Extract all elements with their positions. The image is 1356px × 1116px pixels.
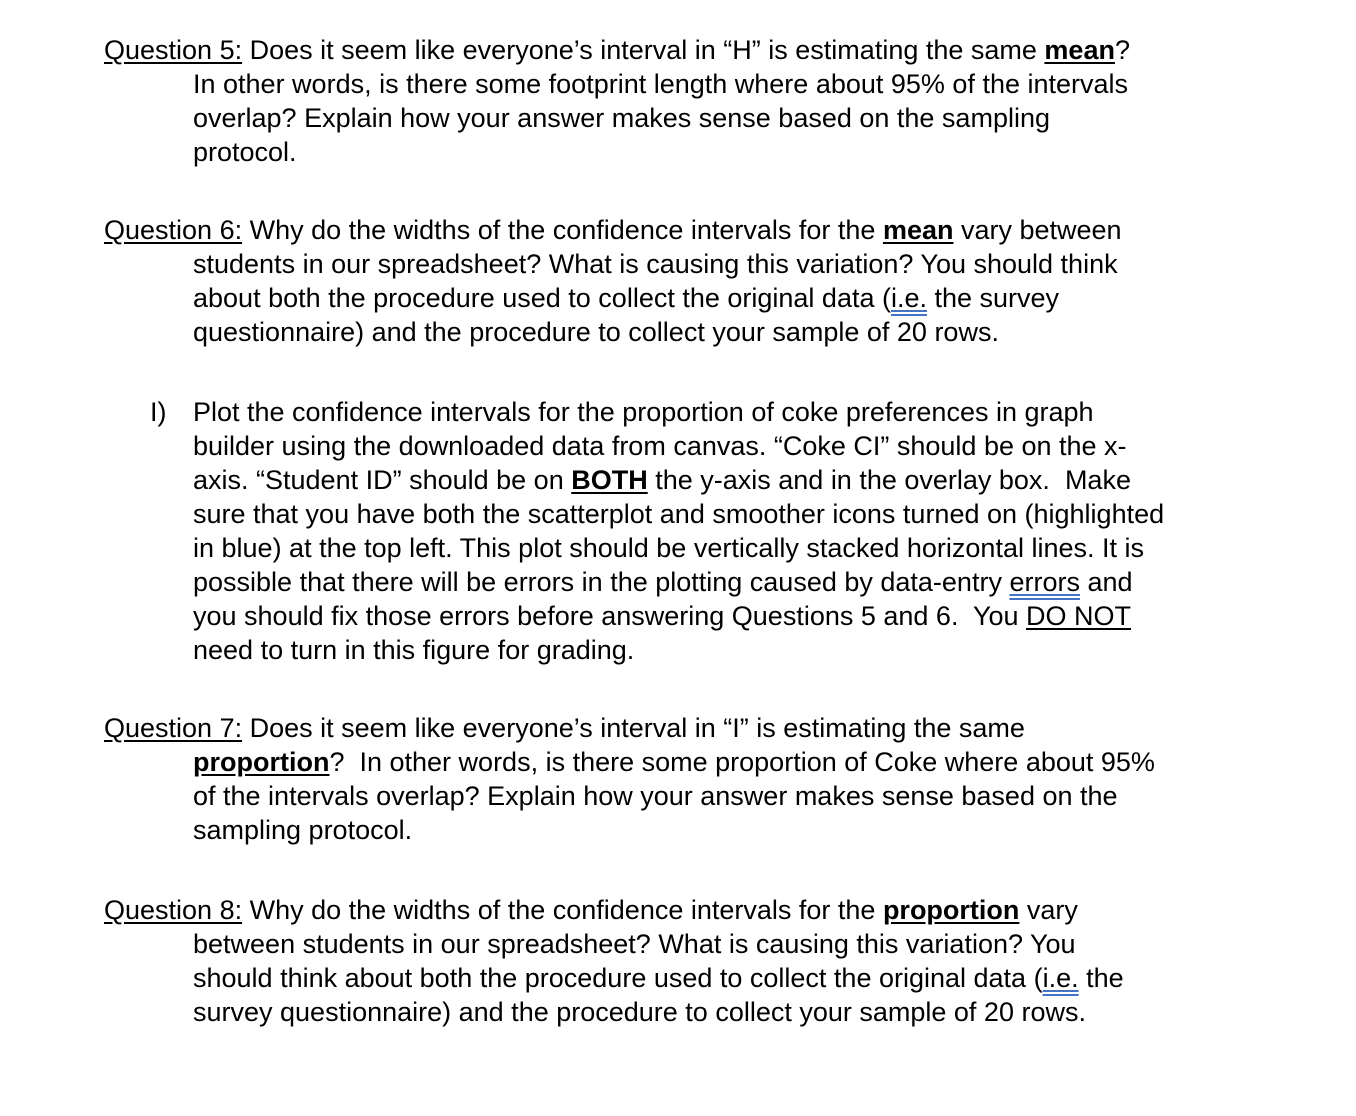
question-6-line-3: about both the procedure used to collect the original data (i.e. the survey — [193, 283, 1060, 313]
item-i-line-3: axis. “Student ID” should be on BOTH the y-axis and in the overlay box. Make — [193, 465, 1131, 495]
item-i-line-8: need to turn in this figure for grading. — [193, 635, 635, 665]
emphasis-proportion: proportion — [882, 895, 1020, 925]
question-8-line-4: survey questionnaire) and the procedure to collect your sample of 20 rows. — [193, 997, 1086, 1027]
spelling-mark: i.e. — [890, 283, 927, 313]
item-i-line-6: possible that there will be errors in the plotting caused by data-entry errors and — [193, 567, 1133, 597]
question-5-label: Question 5: — [104, 35, 243, 65]
question-5-line-2: In other words, is there some footprint length where about 95% of the intervals — [193, 69, 1129, 99]
emphasis-both: BOTH — [571, 465, 648, 495]
emphasis-mean: mean — [1044, 35, 1115, 65]
spelling-mark: i.e. — [1042, 963, 1079, 993]
question-8-line-3: should think about both the procedure used to collect the original data (i.e. the — [193, 963, 1124, 993]
spelling-mark: errors — [1009, 567, 1080, 597]
emphasis-do-not: DO NOT — [1026, 601, 1132, 631]
question-8-line-1: Question 8: Why do the widths of the confidence intervals for the proportion vary — [104, 895, 1078, 925]
question-7-line-3: of the intervals overlap? Explain how your answer makes sense based on the — [193, 781, 1118, 811]
list-marker: I) — [150, 397, 167, 427]
item-i-line-4: sure that you have both the scatterplot and smoother icons turned on (highlighted — [193, 499, 1165, 529]
emphasis-mean: mean — [882, 215, 954, 245]
question-7-line-4: sampling protocol. — [193, 815, 413, 845]
question-6-line-4: questionnaire) and the procedure to collect your sample of 20 rows. — [193, 317, 999, 347]
question-8-line-2: between students in our spreadsheet? What is causing this variation? You — [193, 929, 1076, 959]
question-5-line-1: Question 5: Does it seem like everyone’s interval in “H” is estimating the same mean? — [104, 35, 1130, 65]
item-i-line-7: you should fix those errors before answering Questions 5 and 6. You DO NOT — [193, 601, 1132, 631]
question-6-line-2: students in our spreadsheet? What is causing this variation? You should think — [193, 249, 1118, 279]
question-5-line-3: overlap? Explain how your answer makes sense based on the sampling — [193, 103, 1050, 133]
question-7-label: Question 7: — [104, 713, 243, 743]
question-8-label: Question 8: — [104, 895, 243, 925]
item-i-line-1: Plot the confidence intervals for the proportion of coke preferences in graph — [193, 397, 1094, 427]
question-5-line-4: protocol. — [193, 137, 297, 167]
question-7-line-1: Question 7: Does it seem like everyone’s interval in “I” is estimating the same — [104, 713, 1025, 743]
item-i-line-5: in blue) at the top left. This plot should be vertically stacked horizontal lines. It is — [193, 533, 1144, 563]
question-6-label: Question 6: — [104, 215, 243, 245]
question-7-line-2: proportion? In other words, is there some proportion of Coke where about 95% — [193, 747, 1155, 777]
question-6-line-1: Question 6: Why do the widths of the confidence intervals for the mean vary between — [104, 215, 1122, 245]
emphasis-proportion: proportion — [193, 747, 330, 777]
item-i-line-2: builder using the downloaded data from canvas. “Coke CI” should be on the x- — [193, 431, 1127, 461]
